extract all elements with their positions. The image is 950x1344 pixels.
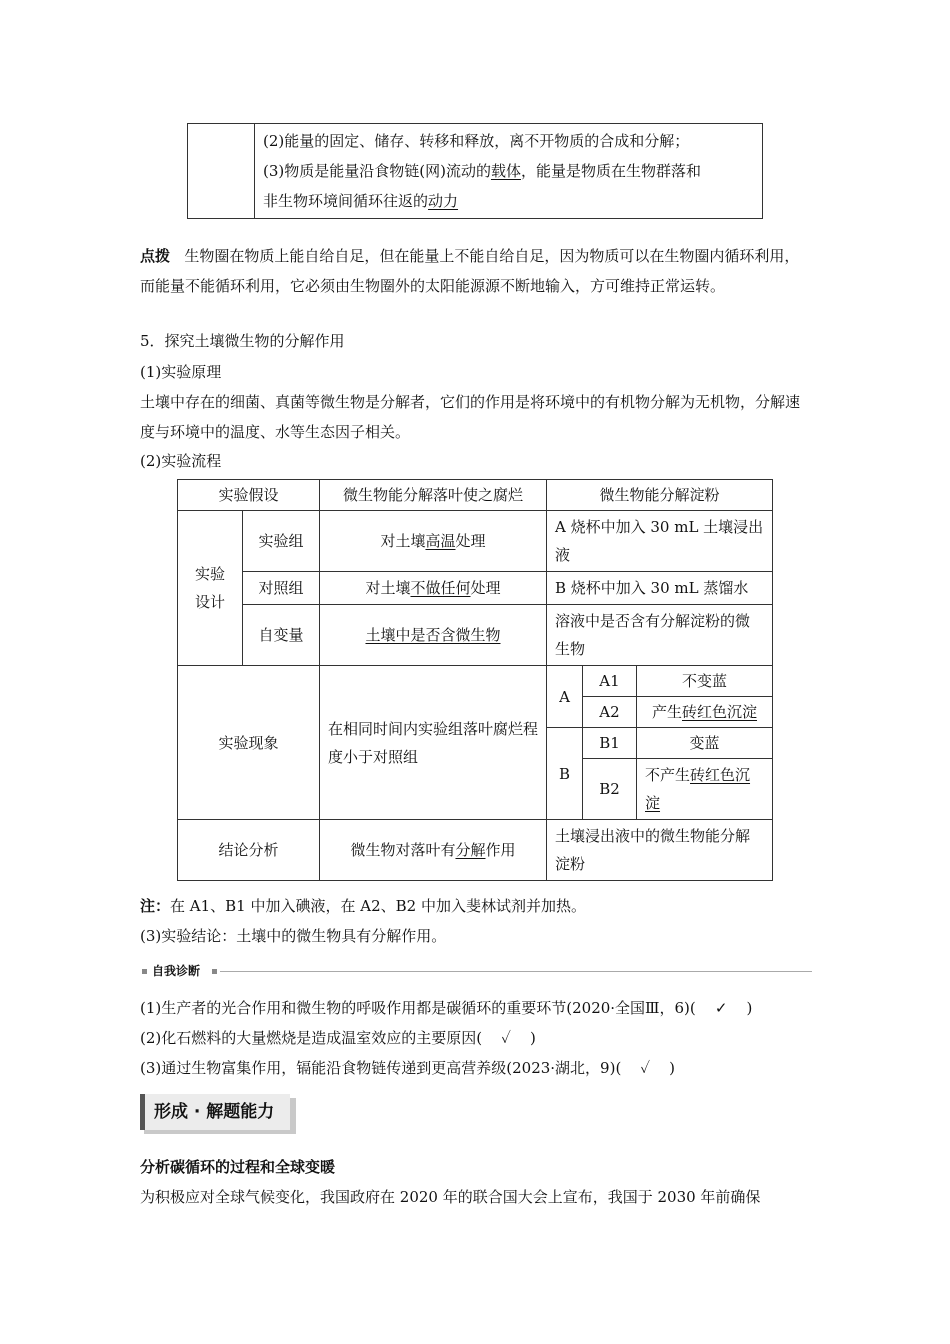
tube-B2-result: 不产生砖红色沉淀 <box>637 759 773 820</box>
topic-title: 分析碳循环的过程和全球变暖 <box>140 1158 336 1176</box>
exp-group-label: 实验组 <box>243 511 320 572</box>
self-check-title: 自我诊断 <box>152 964 201 978</box>
section-5-sub1: (1)实验原理 <box>140 363 222 381</box>
topic-text: 为积极应对全球气候变化，我国政府在 2020 年的联合国大会上宣布，我国于 2030 年前确保 <box>140 1188 761 1206</box>
check-icon: ✓ <box>501 1029 511 1047</box>
note-label: 注： <box>140 897 171 915</box>
beaker-B-label: B <box>547 728 583 820</box>
indep-var-label: 自变量 <box>243 605 320 666</box>
energy-material-table <box>187 123 763 219</box>
check-icon: ✓ <box>640 1059 651 1077</box>
note-paragraph <box>140 891 812 921</box>
design-label: 实验设计 <box>178 511 243 666</box>
tube-A1-result: 不变蓝 <box>637 666 773 697</box>
underline-power: 动力 <box>428 192 459 210</box>
self-check-header <box>140 962 812 980</box>
square-bullet-icon <box>212 969 217 974</box>
tip-paragraph <box>140 241 812 301</box>
indep-var-col1: 土壤中是否含微生物 <box>320 605 547 666</box>
ability-banner <box>140 1094 296 1134</box>
note-text: 在 A1、B1 中加入碘液，在 A2、B2 中加入斐林试剂并加热。 <box>170 897 586 915</box>
tip-label: 点拨 <box>140 247 171 265</box>
section-5-title: 5．探究土壤微生物的分解作用 <box>140 332 345 350</box>
phenomenon-label: 实验现象 <box>178 666 320 820</box>
principle-paragraph: 土壤中存在的细菌、真菌等微生物是分解者，它们的作用是将环境中的有机物分解为无机物，分解速度与环境中的温度、水等生态因子相关。 <box>140 393 801 441</box>
tip-text: 生物圈在物质上能自给自足，但在能量上不能自给自足，因为物质可以在生物圈内循环利用，而能量不能循环利用，它必须由生物圈外的太阳能源源不断地输入，方可维持正常运转。 <box>140 247 800 295</box>
energy-line-2: (2)能量的固定、储存、转移和释放，离不开物质的合成和分解； <box>263 132 690 150</box>
conclusion-label: 结论分析 <box>178 820 320 881</box>
tube-B2-label: B2 <box>583 759 637 820</box>
exp-group-treatment: 对土壤高温处理 <box>320 511 547 572</box>
table-empty-cell <box>188 124 255 219</box>
tube-B1-result: 变蓝 <box>637 728 773 759</box>
self-check-item: (1)生产者的光合作用和微生物的呼吸作用都是碳循环的重要环节(2020·全国Ⅲ，6)( ✓ ) <box>140 999 753 1017</box>
conclusion-col1: 微生物对落叶有分解作用 <box>320 820 547 881</box>
self-check-item: (3)通过生物富集作用，镉能沿食物链传递到更高营养级(2023·湖北，9)( ✓ ) <box>140 1059 675 1077</box>
ability-title: 形成 · 解题能力 <box>154 1102 275 1122</box>
conclusion-col2: 土壤浸出液中的微生物能分解淀粉 <box>547 820 773 881</box>
ctrl-group-label: 对照组 <box>243 572 320 605</box>
tube-A2-label: A2 <box>583 697 637 728</box>
tube-B1-label: B1 <box>583 728 637 759</box>
check-icon: ✓ <box>714 999 728 1017</box>
section-5-sub2: (2)实验流程 <box>140 452 222 470</box>
exp-group-beaker: A 烧杯中加入 30 mL 土壤浸出液 <box>547 511 773 572</box>
hypothesis-col2: 微生物能分解淀粉 <box>547 480 773 511</box>
energy-line-4: 非生物环境间循环往返的动力 <box>263 192 459 210</box>
experiment-table <box>177 479 773 881</box>
tube-A1-label: A1 <box>583 666 637 697</box>
energy-line-3: (3)物质是能量沿食物链(网)流动的载体，能量是物质在生物群落和 <box>263 162 701 180</box>
self-check-item: (2)化石燃料的大量燃烧是造成温室效应的主要原因( ✓ ) <box>140 1029 536 1047</box>
tube-A2-result: 产生砖红色沉淀 <box>637 697 773 728</box>
hypothesis-col1: 微生物能分解落叶使之腐烂 <box>320 480 547 511</box>
beaker-A-label: A <box>547 666 583 728</box>
hypothesis-header: 实验假设 <box>178 480 320 511</box>
indep-var-col2: 溶液中是否含有分解淀粉的微生物 <box>547 605 773 666</box>
section-5-sub3: (3)实验结论：土壤中的微生物具有分解作用。 <box>140 927 447 945</box>
ctrl-group-treatment: 对土壤不做任何处理 <box>320 572 547 605</box>
underline-carrier: 载体 <box>490 162 521 180</box>
phenomenon-col1: 在相同时间内实验组落叶腐烂程度小于对照组 <box>320 666 547 820</box>
self-check-divider <box>220 971 812 972</box>
square-bullet-icon <box>142 969 147 974</box>
table-text-cell <box>255 124 763 219</box>
ctrl-group-beaker: B 烧杯中加入 30 mL 蒸馏水 <box>547 572 773 605</box>
